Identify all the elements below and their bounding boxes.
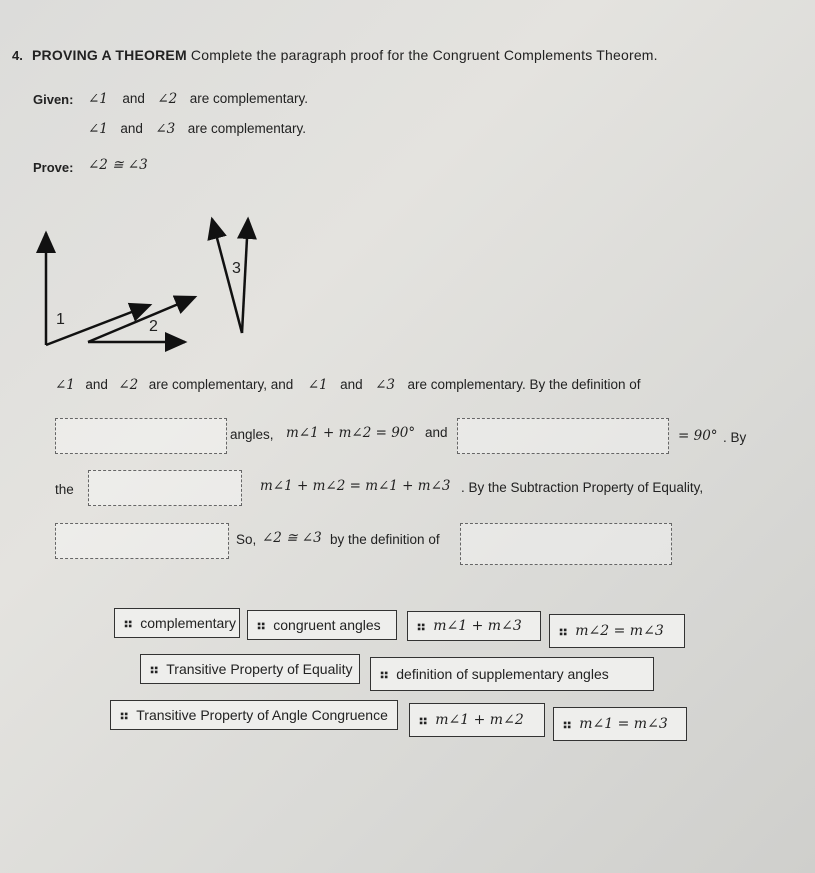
answer-drop-zone-3[interactable] — [88, 470, 242, 506]
answer-drop-zone-5[interactable] — [460, 523, 672, 565]
tile-label: Transitive Property of Angle Congruence — [136, 707, 388, 723]
drag-handle-icon: ⠶ — [119, 706, 129, 723]
given-line-1 — [88, 90, 308, 108]
proof-and-2: and — [340, 377, 363, 392]
proof-the: the — [55, 482, 74, 497]
proof-and-1: and — [85, 377, 108, 392]
tile-label: m∠2 = m∠3 — [575, 623, 664, 639]
proof-and-3: and — [425, 425, 448, 440]
proof-angle-3: ∠3 — [375, 377, 395, 393]
proof-angles-text: angles, — [230, 427, 274, 442]
tile-transitive-property-equality[interactable] — [140, 654, 360, 684]
problem-number: 4. — [12, 48, 23, 63]
figure-label-3: 3 — [232, 260, 241, 277]
given-and-2: and — [120, 121, 143, 136]
tile-definition-supplementary-angles[interactable] — [370, 657, 654, 691]
proof-equation-2: m∠1 + m∠2 = m∠1 + m∠3 — [260, 478, 451, 494]
proof-congruence: ∠2 ≅ ∠3 — [262, 530, 322, 546]
proof-subtraction-text: . By the Subtraction Property of Equality, — [461, 480, 704, 495]
tile-label: congruent angles — [273, 617, 381, 633]
proof-angle-1: ∠1 — [55, 377, 75, 393]
tile-complementary[interactable] — [114, 608, 240, 638]
given-angle-1b: ∠1 — [88, 121, 108, 137]
proof-text-1: are complementary, and — [148, 377, 294, 392]
figure-label-1: 1 — [56, 311, 65, 328]
given-angle-2: ∠2 — [157, 91, 178, 107]
given-statement-end-2: are complementary. — [187, 121, 306, 136]
tile-m2-equals-m3[interactable] — [549, 614, 685, 648]
proof-by-1: . By — [723, 430, 747, 445]
given-angle-3: ∠3 — [155, 121, 176, 137]
drag-handle-icon: ⠶ — [379, 665, 389, 682]
answer-drop-zone-2[interactable] — [457, 418, 669, 454]
tile-label: definition of supplementary angles — [396, 666, 609, 682]
proof-equals-90: = 90° — [678, 428, 718, 444]
prove-statement: ∠2 ≅ ∠3 — [88, 157, 148, 173]
proof-equation-1: m∠1 + m∠2 = 90° — [286, 425, 416, 441]
given-label: Given: — [33, 92, 74, 107]
figure-label-2: 2 — [149, 318, 158, 335]
drag-handle-icon: ⠶ — [149, 660, 159, 677]
prove-label: Prove: — [33, 160, 74, 175]
proof-so: So, — [236, 532, 257, 547]
tile-m1-plus-m2[interactable] — [409, 703, 545, 737]
drag-handle-icon: ⠶ — [123, 614, 133, 631]
tile-label: Transitive Property of Equality — [166, 661, 353, 677]
drag-handle-icon: ⠶ — [418, 711, 428, 728]
proof-angle-2: ∠2 — [118, 377, 139, 393]
tile-label: m∠1 + m∠2 — [435, 712, 524, 728]
problem-instruction: Complete the paragraph proof for the Congruent Complements Theorem. — [190, 47, 658, 63]
proof-line-1 — [55, 376, 641, 394]
tile-m1-plus-m3[interactable] — [407, 611, 541, 641]
problem-title-text: PROVING A THEOREM — [32, 47, 187, 63]
tile-transitive-property-angle-congruence[interactable] — [110, 700, 398, 730]
tile-label: m∠1 = m∠3 — [579, 716, 668, 732]
answer-drop-zone-4[interactable] — [55, 523, 229, 559]
given-line-2 — [88, 120, 306, 138]
tile-label: complementary — [140, 615, 236, 631]
given-statement-end: are complementary. — [189, 91, 308, 106]
given-and: and — [122, 91, 145, 106]
drag-handle-icon: ⠶ — [256, 616, 266, 633]
answer-drop-zone-1[interactable] — [55, 418, 227, 454]
proof-angle-1b: ∠1 — [307, 377, 328, 393]
proof-text-2: are complementary. By the definition of — [407, 377, 641, 392]
drag-handle-icon: ⠶ — [558, 622, 568, 639]
given-angle-1: ∠1 — [88, 91, 108, 107]
tile-congruent-angles[interactable] — [247, 610, 397, 640]
drag-handle-icon: ⠶ — [562, 715, 572, 732]
problem-title — [32, 47, 658, 63]
proof-definition-text: by the definition of — [330, 532, 440, 547]
tile-m1-equals-m3[interactable] — [553, 707, 687, 741]
drag-handle-icon: ⠶ — [416, 617, 426, 634]
tile-label: m∠1 + m∠3 — [433, 618, 522, 634]
